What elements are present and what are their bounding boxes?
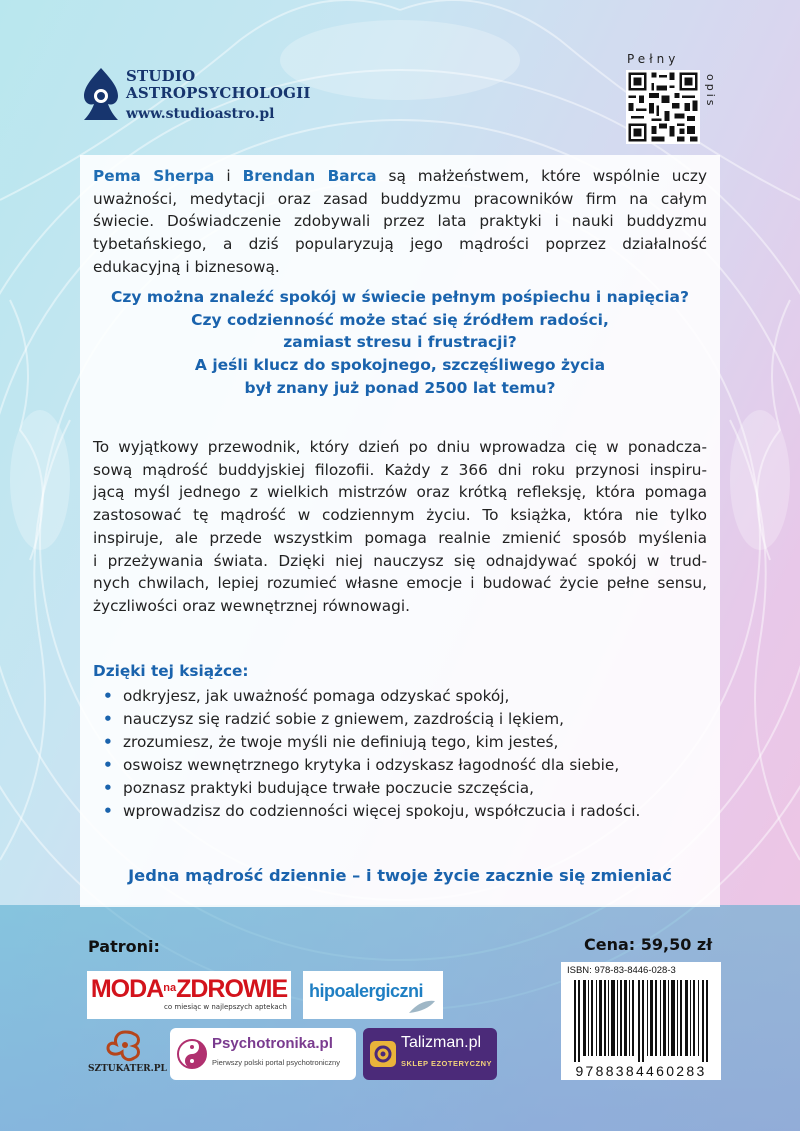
moda-logo-na: na (163, 982, 177, 994)
description-line: zastosować tę mądrość w codziennym życiu. To książka, która nie tylko (93, 506, 707, 525)
talizman-emblem-icon (369, 1040, 397, 1068)
moda-logo-subtitle: co miesiąc w najlepszych aptekach (164, 1003, 287, 1011)
author-paragraph (93, 165, 707, 279)
list-item-text: zrozumiesz, że twoje myśli nie definiują tego, kim jesteś, (123, 732, 559, 751)
bullet-icon: • (103, 801, 113, 820)
list-item (93, 754, 707, 777)
sztukater-logo[interactable] (88, 1028, 167, 1074)
list-item (93, 731, 707, 754)
description-line: jącą myśl jednego z wielkich mistrzów oraz krótką refleksję, która pomaga (93, 483, 707, 502)
bullet-icon: • (103, 732, 113, 751)
question-line: Czy można znaleźć spokój w świecie pełnym pośpiechu i napięcia? (111, 288, 689, 306)
patrons-label: Patroni: (88, 937, 160, 956)
psychotronika-logo[interactable] (170, 1028, 356, 1080)
list-item-text: odkryjesz, jak uważność pomaga odzyskać spokój, (123, 687, 510, 705)
barcode (561, 962, 721, 1080)
question-line: zamiast stresu i frustracji? (283, 333, 517, 352)
sztukater-emblem-icon (88, 1028, 163, 1064)
list-item (93, 708, 707, 731)
description-paragraph (93, 436, 707, 618)
description-line: nych chwilach, lepiej rozumieć własne emocje i budować życie pełne sensu, (93, 574, 707, 593)
talizman-logo[interactable] (363, 1028, 497, 1080)
bullet-icon: • (103, 687, 113, 705)
question-line: był znany już ponad 2500 lat temu? (244, 378, 556, 397)
list-item-text: poznasz praktyki budujące trwałe poczucie szczęścia, (123, 778, 535, 797)
psychotronika-logo-subtitle: Pierwszy polski portal psychotroniczny (212, 1058, 340, 1067)
question-line: Czy codzienność może stać się źródłem radości, (191, 310, 609, 329)
benefits-heading: Dzięki tej książce: (93, 662, 249, 680)
description-line: inspiruje, ale przede wszystkim pomaga realnie zmienić sposób myślenia (93, 528, 707, 547)
talizman-logo-text: Talizman.pl (401, 1034, 482, 1051)
publisher-name-line1: STUDIO (126, 67, 196, 85)
publisher-emblem-icon (80, 66, 122, 128)
hipo-logo-text: hipoalergiczni (309, 981, 424, 1001)
publisher-name (126, 68, 311, 102)
list-item (93, 800, 707, 823)
author-name-2: Brendan Barca (242, 167, 377, 185)
author-connector: i (226, 167, 231, 185)
description-line: życzliwości oraz wewnętrznej równowagi. (93, 596, 410, 615)
psychotronika-logo-text: Psychotronika.pl (212, 1035, 333, 1052)
qr-label-top: Pełny (627, 52, 680, 66)
bullet-icon: • (103, 755, 113, 774)
sztukater-logo-text: SZTUKATER.PL (88, 1064, 167, 1074)
bullet-icon: • (103, 709, 113, 728)
hipoalergiczni-logo[interactable] (303, 971, 443, 1019)
barcode-bars-icon (574, 980, 708, 1062)
tagline: Jedna mądrość dziennie – i twoje życie zacznie się zmieniać (128, 866, 672, 885)
qr-section (620, 52, 720, 146)
talizman-logo-subtitle: SKLEP EZOTERYCZNY (401, 1059, 493, 1068)
list-item (93, 685, 707, 708)
list-item-text: nauczysz się radzić sobie z gniewem, zazdrością i lękiem, (123, 709, 564, 728)
publisher-url: www.studioastro.pl (126, 106, 275, 122)
moda-logo-right: ZDROWIE (176, 975, 288, 1003)
qr-label-side: opis (704, 74, 717, 109)
list-item (93, 777, 707, 800)
publisher-name-line2: ASTROPSYCHOLOGII (126, 84, 311, 102)
author-description: są małżeństwem, które wspólnie uczy uważności, medytacji oraz zasad buddyzmu pracowników firm na całym świecie. Doświadczenie zdobywali przez lata praktyki i nauki buddyzmu tybetańskiego, a dziś popularyzują jego mądrości poprzez działalność edukacyjną i biznesową. (93, 167, 707, 276)
benefits-list (93, 685, 707, 822)
author-name-1: Pema Sherpa (93, 167, 215, 185)
list-item-text: wprowadzisz do codzienności więcej spokoju, współczucia i radości. (123, 801, 641, 820)
questions-block (93, 286, 707, 400)
question-line: A jeśli klucz do spokojnego, szczęśliwego życia (194, 356, 606, 375)
qr-code-icon[interactable] (626, 70, 700, 144)
moda-logo-left: MODA (90, 975, 164, 1003)
isbn-label: ISBN: 978-83-8446-028-3 (567, 965, 676, 976)
feather-icon (407, 997, 437, 1017)
description-line: i przeżywania świata. Dzięki niej nauczysz się odnajdywać spokój w trud- (93, 551, 707, 570)
yin-yang-icon (177, 1039, 207, 1069)
moda-na-zdrowie-logo[interactable] (87, 971, 291, 1019)
moda-logo-text (87, 973, 291, 1004)
description-line: sową mądrość buddyjskiej filozofii. Każdy z 366 dni roku przynosi inspiru- (93, 460, 707, 479)
price-label: Cena: 59,50 zł (584, 935, 713, 954)
publisher-logo (80, 66, 340, 130)
description-line: To wyjątkowy przewodnik, który dzień po dniu wprowadza cię w ponadcza- (93, 438, 707, 456)
list-item-text: oswoisz wewnętrznego krytyka i odzyskasz łagodność dla siebie, (123, 755, 620, 774)
barcode-digits: 9788384460283 (575, 1063, 707, 1079)
bullet-icon: • (103, 778, 113, 797)
